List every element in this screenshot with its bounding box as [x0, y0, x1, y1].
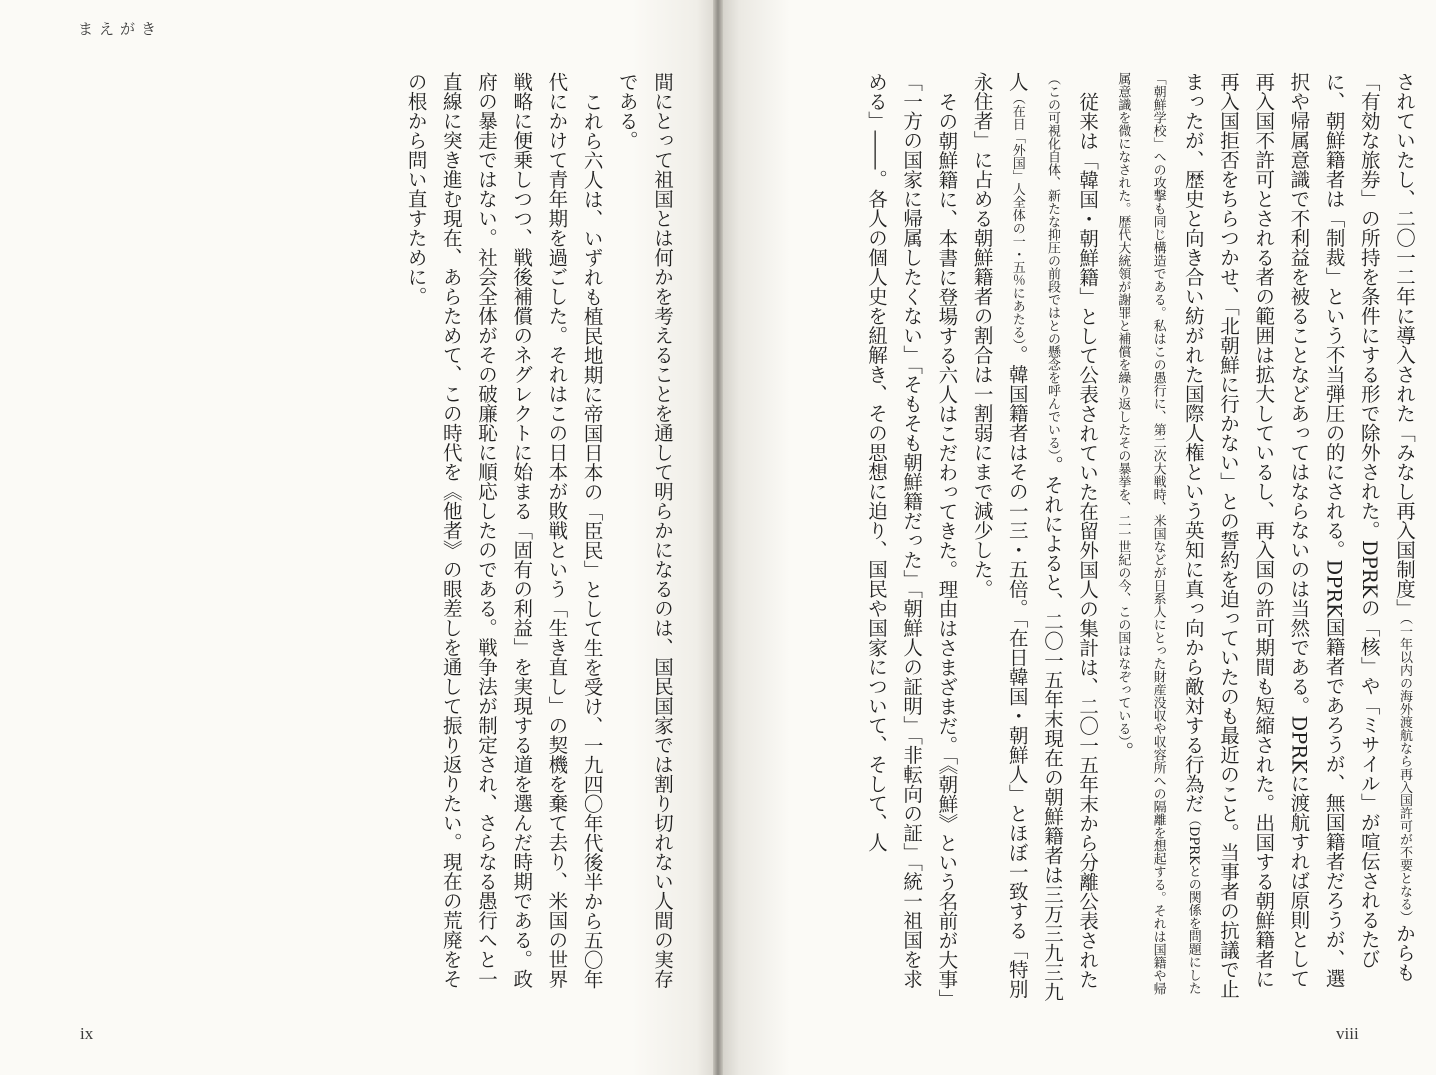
right-paragraph-1c: 。 — [1111, 741, 1135, 761]
folio-right: viii — [1336, 1024, 1359, 1043]
right-paragraph-2 — [964, 72, 1105, 1002]
folio-left: ix — [80, 1024, 94, 1043]
right-paragraph-1 — [1105, 72, 1422, 1002]
left-paragraph-2: これら六人は、いずれも植民地期に帝国日本の「臣民」として生を受け、一九四〇年代後半から五〇年代にかけて青年期を過ごした。それはこの日本が敗戦という「生き直し」の契機を棄て去り、米国の世界戦略に便乗しつつ、戦後補償のネグレクトに始まる「固有の利益」を実現する道を選んだ時期である。政府の暴走ではない。社会全体がその破廉恥に順応したのである。戦争法が制定され、さらなる愚行へと一直線に突き進む現在、あらためて、この時代を《他者》の眼差しを通して振り返りたい。現在の荒廃をその根から問い直すために。 — [404, 72, 604, 989]
right-note-1: （一年以内の海外渡航なら再入国許可が不要となる） — [1397, 618, 1412, 924]
right-note-3: （この可視化自体、新たな抑圧の前段ではとの懸念を呼んでいる） — [1044, 72, 1060, 456]
running-head: まえがき — [78, 20, 163, 38]
right-note-4: （在日「外国」人全体の一・五％にあたる） — [1009, 91, 1025, 345]
right-paragraph-1a: されていたし、二〇一二年に導入された「みなし再入国制度」 — [1393, 72, 1416, 618]
right-note-2: （DPRKとの関係を問題にした「朝鮮学校」への攻撃も同じ構造である。私はこの愚行に、第二次大戦時、米国などが日系人にとった財産没収や収容所への隔離を想起する。それは国籍や帰属意識を微になされた。歴代大統領が謝罪と補償を繰り返したその暴挙を、二一世紀の今、この国はなぞっている） — [1115, 72, 1201, 995]
right-paragraph-1b: からも「有効な旅券」の所持を条件にする形で除外された。DPRKの「核」や「ミサイル」が喧伝されるたびに、朝鮮籍者は「制裁」という不当弾圧の的にされる。DPRK国籍者であろうが、無国籍者だろうが、選択や帰属意識で不利益を被ることなどあってはならないのは当然である。DPRKに渡航すれば原則として再入国不許可とされる者の範囲は拡大しているし、再入国の許可期間も短縮された。出国する朝鮮籍者に再入国拒否をちらつかせ、「北朝鮮に行かない」との誓約を迫っていたのも最近のこと。当事者の抗議で止まったが、歴史と向き合い紡がれた国際人権という英知に真っ向から敵対する行為だ — [1181, 72, 1416, 999]
right-paragraph-3: その朝鮮籍に、本書に登場する六人はこだわってきた。理由はさまざまだ。「《朝鮮》という名前が大事」「一方の国家に帰属したくない」「そもそも朝鮮籍だった」「朝鮮人の証明」「非転向の証」「統一祖国を求める」――。各人の個人史を紐解き、その思想に迫り、国民や国家について、そして、人 — [864, 72, 959, 999]
right-page-body — [744, 72, 1422, 1002]
right-page — [718, 0, 1436, 1075]
book-gutter — [713, 0, 723, 1075]
right-paragraph-2b: 。それによると、二〇一五年末現在の朝鮮籍者は三万三九三九人 — [1005, 72, 1064, 1002]
show-through-text — [110, 300, 170, 820]
left-paragraph-1: 間にとって祖国とは何かを考えることを通して明らかになるのは、国民国家では割り切れない人間の実存である。 — [615, 72, 674, 989]
right-paragraph-2a: 従来は「韓国・朝鮮籍」として公表されていた在留外国人の集計は、二〇一五年末から分離公表された — [1076, 91, 1100, 989]
left-page-body — [348, 72, 680, 1002]
right-paragraph-2c: 。韓国籍者はその一三・五倍。「在日韓国・朝鮮人」とほぼ一致する「特別永住者」に占める朝鮮籍者の割合は一割弱にまで減少した。 — [970, 72, 1029, 999]
